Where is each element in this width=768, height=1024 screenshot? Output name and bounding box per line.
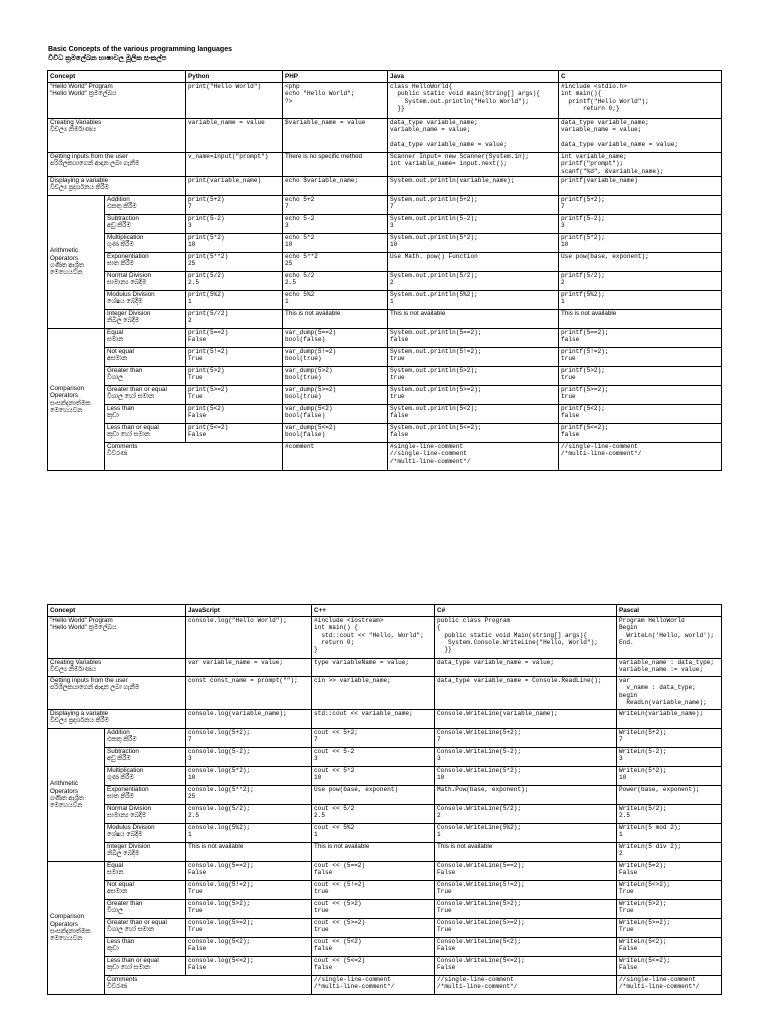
operator-name-cell: Greater than විශාල (105, 367, 186, 386)
code-cell: WriteLn(5=2); False (617, 862, 722, 881)
operator-name-cell: Normal Division සාමාන්‍ය බෙදීම (105, 272, 186, 291)
code-cell: cout << 5/2 2.5 (312, 805, 435, 824)
code-cell: var_dump(5>=2) bool(true) (283, 386, 388, 405)
code-cell: This is not available (559, 310, 722, 329)
operator-name-cell: Exponentiation ඝාත කිරීම (105, 253, 186, 272)
code-cell: This is not available (283, 310, 388, 329)
code-cell: cout << (5>2) true (312, 900, 435, 919)
operator-name-cell: Equal සමාන (105, 862, 186, 881)
code-cell: print(5**2) 25 (186, 253, 283, 272)
code-cell: console.log("Hello World"); (186, 617, 312, 659)
table-row (48, 253, 722, 272)
code-cell: This is not available (388, 310, 559, 329)
code-cell: echo $variable_name; (283, 177, 388, 196)
concept-cell: Getting inputs from the user පරිශීලකයාගෙන් ආදාන ලබා ගැනීම (48, 153, 186, 177)
table-row (48, 177, 722, 196)
code-cell: console.log(5**2); 25 (186, 786, 312, 805)
table-row (48, 748, 722, 767)
code-cell: printf(5+2); 7 (559, 196, 722, 215)
operator-name-cell: Subtraction අඩු කිරීම (105, 215, 186, 234)
code-cell: WriteLn(5/2); 2.5 (617, 805, 722, 824)
code-cell: print(5*2) 10 (186, 234, 283, 253)
header-cell-concept: Concept (48, 605, 186, 617)
code-cell: console.log(variable_name); (186, 710, 312, 729)
concept-cell: Getting inputs from the user පරිශීලකයාගෙන් ආදාන ලබා ගැනීම (48, 677, 186, 710)
operator-name-cell: Less than or equal කුඩා හෝ සමාන (105, 957, 186, 976)
operator-name-cell: Modulus Division ශේෂය බෙදීම (105, 824, 186, 843)
code-cell: type variableName = value; (312, 659, 435, 677)
code-cell: cout << (5<=2) false (312, 957, 435, 976)
concept-cell: Comments විවරණ (105, 976, 312, 995)
header-cell-language: JavaScript (186, 605, 312, 617)
code-cell: Console.WriteLine(5<=2); False (435, 957, 617, 976)
code-cell: printf(5>=2); true (559, 386, 722, 405)
code-cell: const const_name = prompt(""); (186, 677, 312, 710)
operator-name-cell: Modulus Division ශේෂය බෙදීම (105, 291, 186, 310)
operator-group-cell: Comparison Operators සංසන්දනාත්මක මෙහෙයවන (48, 862, 105, 995)
concept-cell: "Hello World" Program "Hello World" ක්‍රමලේඛය (48, 617, 186, 659)
table-row (48, 767, 722, 786)
code-cell: Console.WriteLine(5*2); 10 (435, 767, 617, 786)
code-cell: print(5-2) 3 (186, 215, 283, 234)
operator-name-cell: Greater than or equal විශාල හෝ සමාන (105, 386, 186, 405)
code-cell: printf(5<=2); false (559, 424, 722, 443)
header-cell-language: Pascal (617, 605, 722, 617)
code-cell: echo 5+2 7 (283, 196, 388, 215)
code-cell: print(5==2) False (186, 329, 283, 348)
table-row (48, 234, 722, 253)
code-cell: System.out.println(5-2); 3 (388, 215, 559, 234)
table-row (48, 196, 722, 215)
code-cell: echo 5**2 25 (283, 253, 388, 272)
operator-name-cell: Subtraction අඩු කිරීම (105, 748, 186, 767)
code-cell: cin >> variable_name; (312, 677, 435, 710)
table-row (48, 617, 722, 659)
code-cell: System.out.println(5+2); 7 (388, 196, 559, 215)
code-cell: Use Math. pow() Function (388, 253, 559, 272)
code-cell: print(5<2) False (186, 405, 283, 424)
table-row (48, 729, 722, 748)
code-cell: cout << (5<2) false (312, 938, 435, 957)
operator-name-cell: Equal සමාන (105, 329, 186, 348)
code-cell: Console.WriteLine(5%2); 1 (435, 824, 617, 843)
table-row (48, 677, 722, 710)
code-cell: #single-line-comment //single-line-comment /*multi-line-comment*/ (388, 443, 559, 471)
code-cell: print(5/2) 2.5 (186, 272, 283, 291)
table-row (48, 386, 722, 405)
code-cell: WriteLn(5>=2); True (617, 919, 722, 938)
operator-name-cell: Multiplication ගුණ කිරීම (105, 234, 186, 253)
code-cell: Console.WriteLine(5==2); False (435, 862, 617, 881)
table-row (48, 83, 722, 119)
code-cell: Program HelloWorld Begin WriteLn('Hello, world'); End. (617, 617, 722, 659)
code-cell: Console.WriteLine(variable_name); (435, 710, 617, 729)
table-row (48, 824, 722, 843)
code-cell: console.log(5<2); False (186, 938, 312, 957)
code-cell: WriteLn(5<=2); False (617, 957, 722, 976)
table-row (48, 310, 722, 329)
code-cell: Math.Pow(base, exponent); (435, 786, 617, 805)
concept-cell: "Hello World" Program "Hello World" ක්‍රමලේඛය (48, 83, 186, 119)
comparison-table-1 (47, 70, 722, 471)
operator-name-cell: Integer Division නිඛිල බෙදීම (105, 310, 186, 329)
operator-name-cell: Normal Division සාමාන්‍ය බෙදීම (105, 805, 186, 824)
table-row (48, 367, 722, 386)
code-cell: System.out.println(5/2); 2 (388, 272, 559, 291)
operator-group-cell: Comparison Operators සංසන්දනාත්මක මෙහෙයවන (48, 329, 105, 471)
operator-name-cell: Less than or equal කුඩා හෝ සමාන (105, 424, 186, 443)
code-cell: cout << (5>=2) true (312, 919, 435, 938)
code-cell: console.log(5%2); 1 (186, 824, 312, 843)
document-subtitle: විවිධ ක්‍රමලේඛන භාෂාවල මූලික සංකල්ප (48, 54, 167, 62)
code-cell: console.log(5+2); 7 (186, 729, 312, 748)
code-cell: public class Program { public static void Main(string[] args){ System.Console.WriteLine("Hello, World"); }} (435, 617, 617, 659)
code-cell: Power(base, exponent); (617, 786, 722, 805)
code-cell: print(5%2) 1 (186, 291, 283, 310)
code-cell: print("Hello World") (186, 83, 283, 119)
operator-name-cell: Integer Division නිඛිල බෙදීම (105, 843, 186, 862)
code-cell: Use pow(base, exponent) (312, 786, 435, 805)
code-cell: console.log(5!=2); True (186, 881, 312, 900)
table-row (48, 659, 722, 677)
code-cell: echo 5*2 10 (283, 234, 388, 253)
code-cell: WriteLn(variable_name); (617, 710, 722, 729)
code-cell: cout << 5-2 3 (312, 748, 435, 767)
concept-cell: Comments විවරණ (105, 443, 283, 471)
code-cell: System.out.println(5==2); false (388, 329, 559, 348)
code-cell: cout << 5+2; 7 (312, 729, 435, 748)
concept-cell: Displaying a variable විචල්‍ය ප්‍රදර්ශනය කිරීම (48, 710, 186, 729)
operator-name-cell: Not equal අසමාන (105, 881, 186, 900)
code-cell: printf(5!=2); true (559, 348, 722, 367)
operator-name-cell: Greater than or equal විශාල හෝ සමාන (105, 919, 186, 938)
code-cell: WriteLn(5>2); True (617, 900, 722, 919)
operator-group-cell: Arithmetic Operators ගණිත ආශ්‍රිත මෙහෙයවන (48, 729, 105, 862)
header-cell-language: C (559, 71, 722, 83)
table-row (48, 272, 722, 291)
operator-group-cell: Arithmetic Operators ගණිත ආශ්‍රිත මෙහෙයවන (48, 196, 105, 329)
code-cell: WriteLn(5+2); 7 (617, 729, 722, 748)
code-cell: WriteLn(5<>2); True (617, 881, 722, 900)
comparison-table-2 (47, 604, 722, 995)
operator-name-cell: Less than කුඩා (105, 938, 186, 957)
code-cell: This is not available (435, 843, 617, 862)
concept-cell: Displaying a variable විචල්‍ය ප්‍රදර්ශනය කිරීම (48, 177, 186, 196)
code-cell: print(variable_name) (186, 177, 283, 196)
code-cell: Console.WriteLine(5+2); 7 (435, 729, 617, 748)
table-row (48, 119, 722, 153)
code-cell: printf(5<2); false (559, 405, 722, 424)
code-cell: System.out.println(5<=2); false (388, 424, 559, 443)
header-cell-language: PHP (283, 71, 388, 83)
code-cell: console.log(5/2); 2.5 (186, 805, 312, 824)
code-cell: class HelloWorld{ public static void main(String[] args){ System.out.println("Hello World"); }} (388, 83, 559, 119)
document-header (48, 46, 232, 63)
code-cell: v_name=input("prompt") (186, 153, 283, 177)
table-row (48, 919, 722, 938)
table-row (48, 443, 722, 471)
code-cell: This is not available (312, 843, 435, 862)
code-cell: cout << (5!=2) true (312, 881, 435, 900)
code-cell: #include <stdio.h> int main(){ printf("Hello World"); return 0;} (559, 83, 722, 119)
code-cell: printf(5>2); true (559, 367, 722, 386)
code-cell: System.out.println(5>=2); true (388, 386, 559, 405)
table-row (48, 405, 722, 424)
table-row (48, 843, 722, 862)
code-cell: var v_name : data_type; begin ReadLn(variable_name); (617, 677, 722, 710)
code-cell: print(5>2) True (186, 367, 283, 386)
code-cell: console.log(5<=2); False (186, 957, 312, 976)
code-cell: data_type variable_name; variable_name = value; data_type variable_name = value; (559, 119, 722, 153)
code-cell: print(5<=2) False (186, 424, 283, 443)
code-cell: data_type variable_name = value; (435, 659, 617, 677)
code-cell: print(5>=2) True (186, 386, 283, 405)
table-row (48, 291, 722, 310)
table-row (48, 881, 722, 900)
code-cell: cout << 5*2 10 (312, 767, 435, 786)
code-cell: //single-line-comment /*multi-line-comment*/ (435, 976, 617, 995)
code-cell: System.out.println(5<2); false (388, 405, 559, 424)
table-header-row (48, 71, 722, 83)
code-cell: console.log(5>2); True (186, 900, 312, 919)
table-row (48, 938, 722, 957)
table-row (48, 786, 722, 805)
document-title: Basic Concepts of the various programming languages (48, 46, 232, 53)
code-cell: WriteLn(5-2); 3 (617, 748, 722, 767)
code-cell: System.out.println(5%2); 1 (388, 291, 559, 310)
operator-name-cell: Addition එකතු කිරීම (105, 196, 186, 215)
operator-name-cell: Less than කුඩා (105, 405, 186, 424)
code-cell: System.out.println(5>2); true (388, 367, 559, 386)
code-cell: #comment (283, 443, 388, 471)
code-cell: var_dump(5==2) bool(false) (283, 329, 388, 348)
operator-name-cell: Exponentiation ඝාත කිරීම (105, 786, 186, 805)
code-cell: printf(variable_name) (559, 177, 722, 196)
code-cell: variable_name = value (186, 119, 283, 153)
code-cell: data_type variable_name; variable_name = value; data_type variable_name = value; (388, 119, 559, 153)
table-row (48, 957, 722, 976)
concept-cell: Creating Variables විචල්‍ය නිර්මාණය (48, 119, 186, 153)
code-cell: Console.WriteLine(5>=2); True (435, 919, 617, 938)
code-cell: WriteLn(5 mod 2); 1 (617, 824, 722, 843)
code-cell: print(5+2) 7 (186, 196, 283, 215)
code-cell: variable_name : data_type; variable_name := value; (617, 659, 722, 677)
code-cell: print(5//2) 2 (186, 310, 283, 329)
code-cell: echo 5-2 3 (283, 215, 388, 234)
code-cell: console.log(5>=2); True (186, 919, 312, 938)
table-row (48, 710, 722, 729)
code-cell: WriteLn(5*2); 10 (617, 767, 722, 786)
code-cell: var_dump(5!=2) bool(true) (283, 348, 388, 367)
code-cell: Console.WriteLine(5<2); False (435, 938, 617, 957)
code-cell: console.log(5==2); False (186, 862, 312, 881)
code-cell: console.log(5*2); 10 (186, 767, 312, 786)
code-cell: var variable_name = value; (186, 659, 312, 677)
table-row (48, 424, 722, 443)
code-cell: var_dump(5<2) bool(false) (283, 405, 388, 424)
code-cell: print(5!=2) True (186, 348, 283, 367)
table-row (48, 976, 722, 995)
code-cell: printf(5-2); 3 (559, 215, 722, 234)
table-row (48, 805, 722, 824)
code-cell: System.out.println(variable_name); (388, 177, 559, 196)
code-cell: echo 5/2 2.5 (283, 272, 388, 291)
code-cell: cout << (5==2) false (312, 862, 435, 881)
code-cell: There is no specific method (283, 153, 388, 177)
code-cell: This is not available (186, 843, 312, 862)
code-cell: var_dump(5>2) bool(true) (283, 367, 388, 386)
operator-name-cell: Multiplication ගුණ කිරීම (105, 767, 186, 786)
code-cell: std::cout << variable_name; (312, 710, 435, 729)
operator-name-cell: Greater than විශාල (105, 900, 186, 919)
code-cell: WriteLn(5 div 2); 2 (617, 843, 722, 862)
table-row (48, 348, 722, 367)
header-cell-concept: Concept (48, 71, 186, 83)
table-row (48, 153, 722, 177)
concept-cell: Creating Variables විචල්‍ය නිර්මාණය (48, 659, 186, 677)
code-cell: printf(5*2); 10 (559, 234, 722, 253)
code-cell: $variable_name = value (283, 119, 388, 153)
code-cell: var_dump(5<=2) bool(false) (283, 424, 388, 443)
header-cell-language: Python (186, 71, 283, 83)
code-cell: Scanner Input= new Scanner(System.in); int variable_name= input.next(); (388, 153, 559, 177)
code-cell: Use pow(base, exponent); (559, 253, 722, 272)
code-cell: int variable_name; printf("prompt"); scanf("%d", &variable_name); (559, 153, 722, 177)
code-cell: echo 5%2 1 (283, 291, 388, 310)
header-cell-language: Java (388, 71, 559, 83)
code-cell: //single-line-comment /*multi-line-comment*/ (312, 976, 435, 995)
code-cell: data_type variable_name = Console.ReadLine(); (435, 677, 617, 710)
code-cell: System.out.println(5*2); 10 (388, 234, 559, 253)
table-row (48, 900, 722, 919)
header-cell-language: C++ (312, 605, 435, 617)
header-cell-language: C# (435, 605, 617, 617)
code-cell: #include <iostream> int main() { std::cout << "Hello, World"; return 0; } (312, 617, 435, 659)
code-cell: Console.WriteLine(5/2); 2 (435, 805, 617, 824)
code-cell: Console.WriteLine(5>2); True (435, 900, 617, 919)
code-cell: printf(5/2); 2 (559, 272, 722, 291)
code-cell: printf(5==2); false (559, 329, 722, 348)
code-cell: printf(5%2); 1 (559, 291, 722, 310)
table-row (48, 862, 722, 881)
code-cell: <php echo "Hello World"; ?> (283, 83, 388, 119)
code-cell: //single-line-comment /*multi-line-comment*/ (559, 443, 722, 471)
table-row (48, 329, 722, 348)
code-cell: cout << 5%2 1 (312, 824, 435, 843)
operator-name-cell: Addition එකතු කිරීම (105, 729, 186, 748)
code-cell: System.out.println(5!=2); true (388, 348, 559, 367)
operator-name-cell: Not equal අසමාන (105, 348, 186, 367)
code-cell: console.log(5-2); 3 (186, 748, 312, 767)
code-cell: Console.WriteLine(5-2); 3 (435, 748, 617, 767)
code-cell: Console.WriteLine(5!=2); True (435, 881, 617, 900)
code-cell: WriteLn(5<2); False (617, 938, 722, 957)
code-cell: //single-line-comment /*multi-line-comment*/ (617, 976, 722, 995)
table-row (48, 215, 722, 234)
table-header-row (48, 605, 722, 617)
